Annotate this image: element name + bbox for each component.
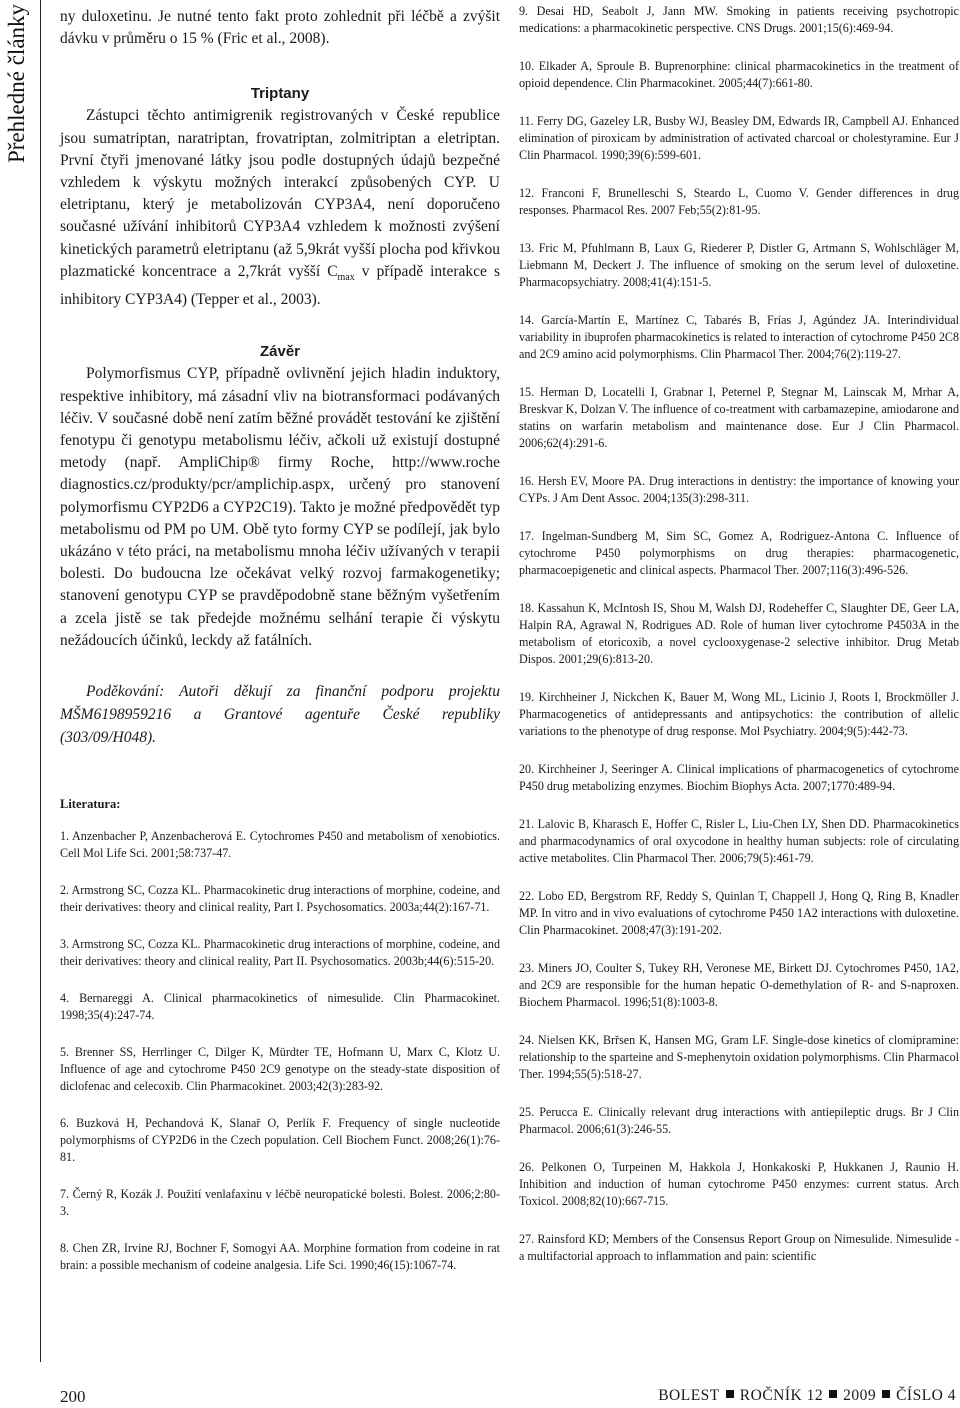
left-column	[60, 6, 500, 1274]
reference-item: 11. Ferry DG, Gazeley LR, Busby WJ, Beasley DM, Edwards IR, Campbell AJ. Enhanced elimination of piroxicam by administration of activated charcoal or cholestyramine. Eur J Clin Pharmacol. 1990;39(6):599-601.	[519, 114, 959, 162]
references-left	[60, 828, 500, 1274]
triptany-heading: Triptany	[250, 85, 310, 103]
page-number: 200	[60, 1387, 86, 1406]
reference-item: 12. Franconi F, Brunelleschi S, Steardo L, Cuomo V. Gender differences in drug responses. Pharmacol Res. 2007 Feb;55(2):81-95.	[519, 186, 959, 217]
reference-item: 14. García-Martín E, Martínez C, Tabarés B, Frías J, Agúndez JA. Interindividual variability in ibuprofen pharmacokinetics is related to interaction of cytochrome P450 2C8 and 2C9 amino acid polymorphisms. Clin Pharmacol Ther. 2004;76(2):119-27.	[519, 313, 959, 361]
intro-paragraph: ny duloxetinu. Je nutné tento fakt proto zohlednit při léčbě a zvýšit dávku v průměru o 15 % (Fric et al., 2008).	[60, 8, 500, 48]
triptany-text: Zástupci těchto antimigrenik registrovaných v České republice jsou sumatriptan, naratriptan, frovatriptan, zolmitriptan a eletriptan. První čtyři jmenované látky jsou podle dostupných údajů bezpečné vzhledem k výskytu možných interakcí způsobených CYP. U eletriptanu, který je metabolizován CYP3A4, není doporučeno současné užívání inhibitorů CYP3A4 vzhledem k možnosti zvýšení kinetických parametrů eletriptanu (až 5,9krát vyšší plocha pod křivkou plazmatické koncentrace a 2,7krát vyšší C	[60, 107, 500, 280]
reference-item: 3. Armstrong SC, Cozza KL. Pharmacokinetic drug interactions of morphine, codeine, and their derivatives: theory and clinical reality, Part II. Psychosomatics. 2003b;44(6):515-20.	[60, 936, 500, 968]
triptany-tail: v případě interakce s inhibitory CYP3A4) (Tepper et al., 2003).	[60, 262, 500, 309]
square-bullet-icon	[726, 1390, 734, 1398]
literature-heading: Literatura:	[60, 796, 121, 811]
reference-item: 19. Kirchheiner J, Nickchen K, Bauer M, Wong ML, Licinio J, Roots I, Brockmöller J. Pharmacogenetics of antidepressants and antipsychotics: the contribution of allelic variations to the phenotype of drug response. Mol Psychiatry. 2004;9(5):442-73.	[519, 690, 959, 738]
journal-volume: ROČNÍK 12	[739, 1387, 824, 1404]
journal-year: 2009	[843, 1387, 877, 1404]
zaver-paragraph: Polymorfismus CYP, případně ovlivnění jejich hladin induktory, respektive inhibitory, má zásadní vliv na biotransformaci podávaných léčiv. V současné době není zatím běžné provádět testování ke zjištění fenotypu či genotypu metabolismu léčiv, ačkoli už existují dostupné metody (např. AmpliChip® firmy Roche, http://www.roche diagnostics.cz/produkty/pcr/amplichip.aspx, určený pro stanovení polymorfismu CYP2D6 a CYP2C19). Takto je možné předpovědět typ metabolismu od PM po UM. Obě tyto formy CYP se podílejí, jak bylo ukázáno v této práci, na metabolismu mnoha léčiv užívaných v terapii bolesti. Do budoucna lze očekávat velký rozvoj farmakogenetiky; stanovení genotypu CYP se pravděpodobně stane běžným vyšetřením a zcela jistě se tak předejde možnému selhání terapie či výskytu nežádoucích účinků, leckdy až fatálních.	[60, 365, 500, 649]
reference-item: 25. Perucca E. Clinically relevant drug interactions with antiepileptic drugs. Br J Clin Pharmacol. 2006;61(3):246-55.	[519, 1105, 959, 1136]
reference-item: 13. Fric M, Pfuhlmann B, Laux G, Riederer P, Distler G, Artmann S, Wohlschläger M, Liebmann M, Deckert J. The influence of smoking on the serum level of duloxetine. Pharmacopsychiatry. 2008;41(4):151-5.	[519, 241, 959, 289]
acknowledgement: Poděkování: Autoři děkují za finanční podporu projektu MŠM6198959216 a Grantové agentuře České republiky (303/09/H048).	[60, 682, 500, 746]
reference-item: 4. Bernareggi A. Clinical pharmacokinetics of nimesulide. Clin Pharmacokinet. 1998;35(4):247-74.	[60, 990, 500, 1022]
journal-name: BOLEST	[658, 1387, 720, 1404]
cmax-subscript: max	[337, 271, 355, 283]
section-side-label	[0, 0, 38, 1362]
reference-item: 15. Herman D, Locatelli I, Grabnar I, Peternel P, Stegnar M, Lainscak M, Mrhar A, Breskvar K, Dolzan V. The influence of co-treatment with carbamazepine, amiodarone and statins on warfarin metabolism and maintenance dose. Eur J Clin Pharmacol. 2006;62(4):291-6.	[519, 385, 959, 450]
square-bullet-icon	[829, 1390, 837, 1398]
reference-item: 8. Chen ZR, Irvine RJ, Bochner F, Somogyi AA. Morphine formation from codeine in rat brain: a possible mechanism of codeine analgesia. Life Sci. 1990;46(15):1067-74.	[60, 1240, 500, 1272]
reference-item: 18. Kassahun K, McIntosh IS, Shou M, Walsh DJ, Rodeheffer C, Slaughter DE, Geer LA, Halpin RA, Agrawal N, Rodrigues AD. Role of human liver cytochrome P4503A in the metabolism of etoricoxib, a novel cyclooxygenase-2 selective inhibitor. Drug Metab Dispos. 2001;29(6):813-20.	[519, 601, 959, 666]
reference-item: 23. Miners JO, Coulter S, Tukey RH, Veronese ME, Birkett DJ. Cytochromes P450, 1A2, and 2C9 are responsible for the human hepatic O-demethylation of R- and S-naproxen. Biochem Pharmacol. 1996;51(8):1003-8.	[519, 961, 959, 1009]
reference-item: 20. Kirchheiner J, Seeringer A. Clinical implications of pharmacogenetics of cytochrome P450 drug metabolizing enzymes. Biochim Biophys Acta. 2007;1770:489-94.	[519, 762, 959, 793]
reference-item: 26. Pelkonen O, Turpeinen M, Hakkola J, Honkakoski P, Hukkanen J, Raunio H. Inhibition and induction of human cytochrome P450 enzymes: current status. Arch Toxicol. 2008;82(10):667-715.	[519, 1160, 959, 1208]
reference-item: 16. Hersh EV, Moore PA. Drug interactions in dentistry: the importance of knowing your CYPs. J Am Dent Assoc. 2004;135(3):298-311.	[519, 474, 959, 505]
zaver-heading: Závěr	[259, 343, 301, 361]
journal-footer	[658, 1387, 956, 1405]
reference-item: 2. Armstrong SC, Cozza KL. Pharmacokinetic drug interactions of morphine, codeine, and their derivatives: theory and clinical reality, Part I. Psychosomatics. 2003a;44(2):167-71.	[60, 882, 500, 914]
right-column	[519, 3, 959, 1265]
reference-item: 9. Desai HD, Seabolt J, Jann MW. Smoking in patients receiving psychotropic medications: a pharmacokinetic perspective. CNS Drugs. 2001;15(6):469-94.	[519, 4, 959, 35]
triptany-paragraph	[60, 105, 500, 311]
journal-issue: ČÍSLO 4	[896, 1387, 956, 1404]
reference-item: 1. Anzenbacher P, Anzenbacherová E. Cytochromes P450 and metabolism of xenobiotics. Cell Mol Life Sci. 2001;58:737-47.	[60, 828, 500, 860]
vertical-divider	[40, 0, 41, 1362]
reference-item: 21. Lalovic B, Kharasch E, Hoffer C, Risler L, Liu-Chen LY, Shen DD. Pharmacokinetics and pharmacodynamics of oral oxycodone in healthy human subjects: role of circulating active metabolites. Clin Pharmacol Ther. 2006;79(5):461-79.	[519, 817, 959, 865]
section-label-text: Přehledné články	[4, 4, 29, 164]
reference-item: 6. Buzková H, Pechandová K, Slanař O, Perlík F. Frequency of single nucleotide polymorphisms of CYP2D6 in the Czech population. Cell Biochem Funct. 2008;26(1):76-81.	[60, 1115, 500, 1164]
reference-item: 17. Ingelman-Sundberg M, Sim SC, Gomez A, Rodriguez-Antona C. Influence of cytochrome P450 polymorphisms on drug therapies: pharmacogenetic, pharmacoepigenetic and clinical aspects. Pharmacol Ther. 2007;116(3):496-526.	[519, 529, 959, 577]
reference-item: 22. Lobo ED, Bergstrom RF, Reddy S, Quinlan T, Chappell J, Hong Q, Ring B, Knadler MP. In vitro and in vivo evaluations of cytochrome P450 1A2 interactions with duloxetine. Clin Pharmacokinet. 2008;47(3):191-202.	[519, 889, 959, 937]
reference-item: 5. Brenner SS, Herrlinger C, Dilger K, Mürdter TE, Hofmann U, Marx C, Klotz U. Influence of age and cytochrome P450 2C9 genotype on the steady-state disposition of diclofenac and celecoxib. Clin Pharmacokinet. 2003;42(3):283-92.	[60, 1044, 500, 1093]
square-bullet-icon	[882, 1390, 890, 1398]
reference-item: 24. Nielsen KK, Brřsen K, Hansen MG, Gram LF. Single-dose kinetics of clomipramine: relationship to the sparteine and S-mephenytoin oxidation polymorphisms. Clin Pharmacol Ther. 1994;55(5):518-27.	[519, 1033, 960, 1081]
reference-item: 27. Rainsford KD; Members of the Consensus Report Group on Nimesulide. Nimesulide - a multifactorial approach to inflammation and pain: scientific	[519, 1232, 959, 1263]
reference-item: 7. Černý R, Kozák J. Použití venlafaxinu v léčbě neuropatické bolesti. Bolest. 2006;2:80-3.	[60, 1186, 500, 1218]
reference-item: 10. Elkader A, Sproule B. Buprenorphine: clinical pharmacokinetics in the treatment of opioid dependence. Clin Pharmacokinet. 2005;44(7):661-80.	[519, 59, 959, 90]
